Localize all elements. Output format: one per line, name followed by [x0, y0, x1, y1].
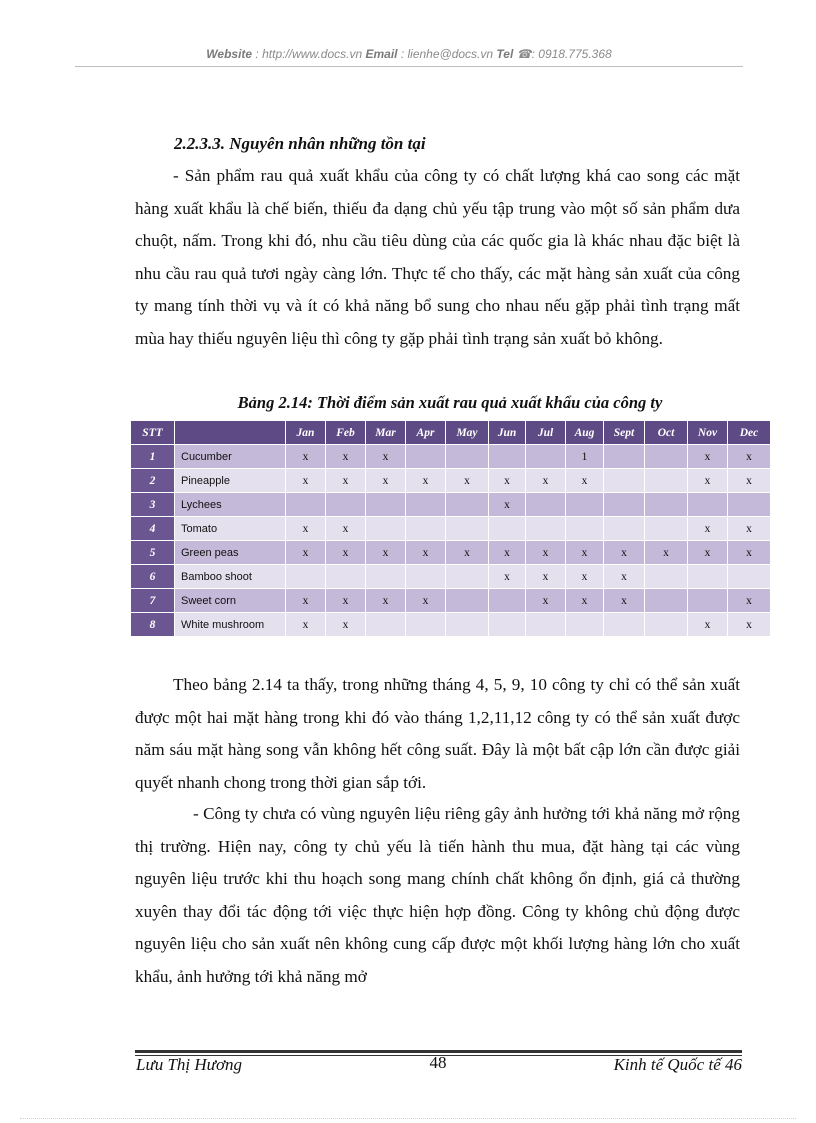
- month-cell: [526, 517, 566, 541]
- month-cell: x: [566, 589, 604, 613]
- table-header-cell: Apr: [406, 421, 446, 445]
- product-name: Green peas: [175, 541, 286, 565]
- month-cell: x: [728, 469, 771, 493]
- month-cell: [526, 613, 566, 637]
- month-cell: x: [286, 445, 326, 469]
- month-cell: 1: [566, 445, 604, 469]
- product-name: White mushroom: [175, 613, 286, 637]
- table-header-cell: Nov: [688, 421, 728, 445]
- month-cell: [645, 469, 688, 493]
- month-cell: [604, 493, 645, 517]
- table-header-cell: Sept: [604, 421, 645, 445]
- table-header-cell: [175, 421, 286, 445]
- row-number: 7: [131, 589, 175, 613]
- month-cell: x: [286, 589, 326, 613]
- month-cell: x: [688, 541, 728, 565]
- row-number: 2: [131, 469, 175, 493]
- month-cell: x: [728, 613, 771, 637]
- month-cell: x: [526, 469, 566, 493]
- month-cell: [446, 445, 489, 469]
- month-cell: x: [286, 541, 326, 565]
- tel-label: Tel: [496, 47, 514, 61]
- month-cell: x: [326, 517, 366, 541]
- table-row: [131, 493, 771, 517]
- month-cell: [286, 565, 326, 589]
- paragraph-3: [135, 798, 740, 993]
- table-header-cell: Mar: [366, 421, 406, 445]
- product-name: Tomato: [175, 517, 286, 541]
- table-row: [131, 517, 771, 541]
- month-cell: x: [688, 445, 728, 469]
- month-cell: [645, 589, 688, 613]
- month-cell: [366, 517, 406, 541]
- table-row: [131, 589, 771, 613]
- month-cell: [728, 493, 771, 517]
- table-header-cell: Jan: [286, 421, 326, 445]
- month-cell: x: [526, 541, 566, 565]
- month-cell: [604, 445, 645, 469]
- product-name: Sweet corn: [175, 589, 286, 613]
- month-cell: x: [326, 589, 366, 613]
- month-cell: [446, 589, 489, 613]
- month-cell: [526, 445, 566, 469]
- product-name: Lychees: [175, 493, 286, 517]
- month-cell: [366, 565, 406, 589]
- month-cell: x: [688, 613, 728, 637]
- month-cell: x: [286, 613, 326, 637]
- month-cell: x: [489, 469, 526, 493]
- product-name: Bamboo shoot: [175, 565, 286, 589]
- table-header-cell: Feb: [326, 421, 366, 445]
- website-value: : http://www.docs.vn: [252, 47, 366, 61]
- table-header-cell: Aug: [566, 421, 604, 445]
- month-cell: [566, 613, 604, 637]
- month-cell: x: [326, 469, 366, 493]
- month-cell: x: [645, 541, 688, 565]
- month-cell: [645, 613, 688, 637]
- month-cell: x: [406, 541, 446, 565]
- table-header-cell: Oct: [645, 421, 688, 445]
- month-cell: [688, 589, 728, 613]
- month-cell: [489, 517, 526, 541]
- product-name: Cucumber: [175, 445, 286, 469]
- month-cell: [406, 517, 446, 541]
- table-caption: Bảng 2.14: Thời điểm sản xuất rau quả xuất khẩu của công ty: [237, 393, 663, 412]
- paragraph-2: [135, 669, 740, 799]
- header-divider: [75, 66, 743, 67]
- month-cell: [446, 517, 489, 541]
- month-cell: [645, 565, 688, 589]
- month-cell: [489, 589, 526, 613]
- table-header-cell: STT: [131, 421, 175, 445]
- month-cell: x: [604, 565, 645, 589]
- month-cell: [366, 613, 406, 637]
- row-number: 5: [131, 541, 175, 565]
- month-cell: x: [728, 589, 771, 613]
- page-header: [75, 47, 743, 61]
- table-header-cell: Jul: [526, 421, 566, 445]
- product-name: Pineapple: [175, 469, 286, 493]
- paragraph-2-text: Theo bảng 2.14 ta thấy, trong những tháng 4, 5, 9, 10 công ty chỉ có thể sản xuất được một hai mặt hàng trong khi đó vào tháng 1,2,11,12 công ty có thể sản xuất được năm sáu mặt hàng song vẫn không hết công suất. Đây là một bất cập lớn cần được giải quyết nhanh chong trong thời gian sắp tới.: [135, 675, 740, 792]
- page-edge: [20, 1118, 796, 1119]
- month-cell: [326, 565, 366, 589]
- month-cell: [406, 445, 446, 469]
- month-cell: x: [326, 613, 366, 637]
- month-cell: x: [366, 589, 406, 613]
- month-cell: [406, 565, 446, 589]
- footer-course: Kinh tế Quốc tế 46: [613, 1055, 742, 1074]
- month-cell: x: [286, 469, 326, 493]
- month-cell: [604, 613, 645, 637]
- month-cell: [688, 565, 728, 589]
- month-cell: [728, 565, 771, 589]
- month-cell: [406, 613, 446, 637]
- paragraph-1-text: - Sản phẩm rau quả xuất khẩu của công ty có chất lượng khá cao song các mặt hàng xuất khẩu là chế biến, thiếu đa dạng chủ yếu tập trung vào một số sản phẩm dưa chuột, nấm. Trong khi đó, nhu cầu tiêu dùng của các quốc gia là khác nhau đặc biệt là nhu cầu rau quả tươi ngày càng lớn. Thực tế cho thấy, các mặt hàng sản xuất của công ty mang tính thời vụ và ít có khả năng bổ sung cho nhau nếu gặp phải tình trạng mất mùa hay thiếu nguyên liệu thì công ty gặp phải tình trạng sản xuất bỏ không.: [135, 166, 740, 348]
- section-title: 2.2.3.3. Nguyên nhân những tồn tại: [174, 134, 426, 153]
- email-value: : lienhe@docs.vn: [397, 47, 497, 61]
- month-cell: x: [446, 541, 489, 565]
- month-cell: x: [366, 445, 406, 469]
- month-cell: x: [326, 541, 366, 565]
- footer-author: Lưu Thị Hương: [136, 1055, 243, 1074]
- production-schedule-table: [130, 420, 771, 637]
- tel-value: : 0918.775.368: [531, 47, 612, 61]
- month-cell: x: [446, 469, 489, 493]
- month-cell: [604, 517, 645, 541]
- month-cell: x: [566, 565, 604, 589]
- month-cell: x: [326, 445, 366, 469]
- month-cell: [566, 493, 604, 517]
- table-row: [131, 469, 771, 493]
- month-cell: [489, 445, 526, 469]
- table-header-cell: Jun: [489, 421, 526, 445]
- month-cell: x: [489, 565, 526, 589]
- month-cell: x: [566, 541, 604, 565]
- month-cell: x: [728, 541, 771, 565]
- month-cell: [489, 613, 526, 637]
- paragraph-3-text: - Công ty chưa có vùng nguyên liệu riêng gây ảnh hưởng tới khả năng mở rộng thị trường. Hiện nay, công ty chủ yếu là tiến hành thu mua, đặt hàng tại các vùng nguyên liệu trước khi thu hoạch song mang chính chất không ổn định, giá cả thường xuyên thay đổi tác động tới việc thực hiện hợp đồng. Công ty không chủ động được nguyên liệu cho sản xuất nên không cung cấp được một khối lượng hàng lớn cho xuất khẩu, ảnh hưởng tới khả năng mở: [135, 804, 740, 986]
- page-number: 48: [429, 1053, 447, 1072]
- row-number: 6: [131, 565, 175, 589]
- month-cell: [645, 493, 688, 517]
- month-cell: x: [366, 469, 406, 493]
- month-cell: x: [286, 517, 326, 541]
- month-cell: x: [604, 541, 645, 565]
- month-cell: x: [526, 565, 566, 589]
- phone-icon: ☎: [516, 47, 532, 61]
- month-cell: x: [688, 517, 728, 541]
- month-cell: x: [366, 541, 406, 565]
- row-number: 1: [131, 445, 175, 469]
- month-cell: [604, 469, 645, 493]
- month-cell: x: [728, 517, 771, 541]
- month-cell: [406, 493, 446, 517]
- month-cell: x: [526, 589, 566, 613]
- row-number: 8: [131, 613, 175, 637]
- month-cell: [526, 493, 566, 517]
- table-header-cell: Dec: [728, 421, 771, 445]
- month-cell: x: [728, 445, 771, 469]
- month-cell: [645, 445, 688, 469]
- table-row: [131, 541, 771, 565]
- month-cell: [446, 565, 489, 589]
- email-label: Email: [365, 47, 398, 61]
- month-cell: [566, 517, 604, 541]
- month-cell: [688, 493, 728, 517]
- table-header-cell: May: [446, 421, 489, 445]
- month-cell: [326, 493, 366, 517]
- month-cell: x: [604, 589, 645, 613]
- month-cell: x: [406, 589, 446, 613]
- month-cell: x: [489, 493, 526, 517]
- month-cell: [366, 493, 406, 517]
- table-header-row: [131, 421, 771, 445]
- month-cell: [446, 613, 489, 637]
- paragraph-1: [135, 160, 740, 355]
- row-number: 3: [131, 493, 175, 517]
- table-row: [131, 565, 771, 589]
- website-label: Website: [206, 47, 253, 61]
- month-cell: [645, 517, 688, 541]
- month-cell: [446, 493, 489, 517]
- row-number: 4: [131, 517, 175, 541]
- month-cell: x: [406, 469, 446, 493]
- month-cell: x: [688, 469, 728, 493]
- month-cell: x: [566, 469, 604, 493]
- table-row: [131, 445, 771, 469]
- month-cell: [286, 493, 326, 517]
- table-row: [131, 613, 771, 637]
- month-cell: x: [489, 541, 526, 565]
